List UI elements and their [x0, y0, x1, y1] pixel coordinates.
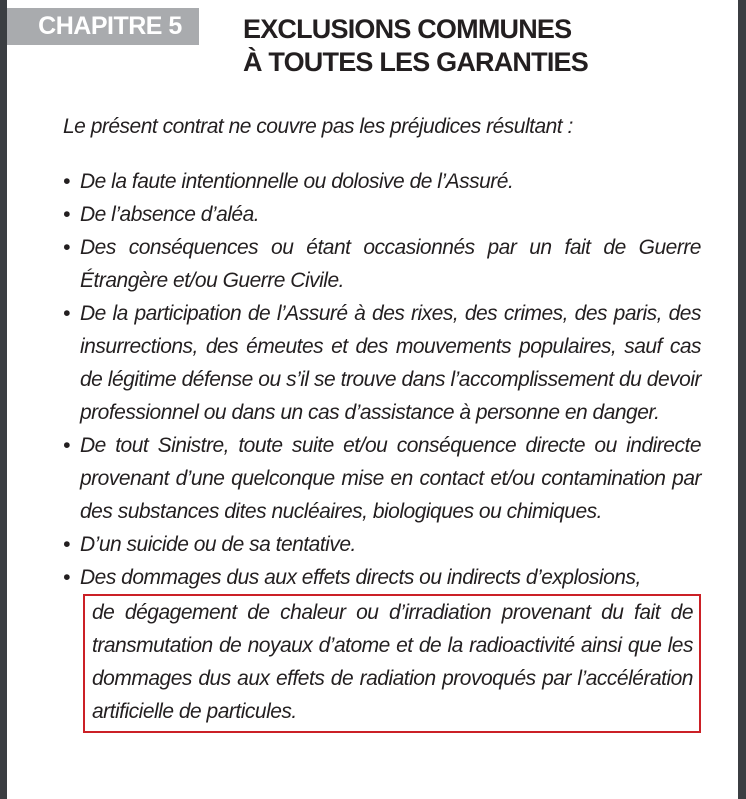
- bullet-icon: •: [63, 533, 70, 556]
- list-item-explosions: [63, 561, 701, 733]
- exclusion-highlight-box: [83, 594, 701, 733]
- list-item-text: De tout Sinistre, toute suite et/ou conséquence directe ou indirecte provenant d’une quelconque mise en contact et/ou contamination par des substances dites nucléaires, biologiques ou chimiques.: [80, 434, 701, 523]
- page-title-line2: À TOUTES LES GARANTIES: [243, 47, 588, 77]
- bullet-icon: •: [63, 203, 70, 226]
- exclusions-body: [63, 110, 701, 733]
- chapter-label: CHAPITRE 5: [38, 12, 182, 40]
- page-title-line1: EXCLUSIONS COMMUNES: [243, 14, 572, 44]
- page-edge-right: [738, 0, 746, 799]
- list-item-text: D’un suicide ou de sa tentative.: [80, 533, 356, 556]
- intro-sentence: Le présent contrat ne couvre pas les préjudices résultant :: [63, 115, 573, 138]
- bullet-icon: •: [63, 566, 70, 589]
- bullet-icon: •: [63, 302, 70, 325]
- page-edge-left: [0, 0, 7, 799]
- bullet-icon: •: [63, 434, 70, 457]
- highlighted-exclusion-text: de dégagement de chaleur ou d’irradiation provenant du fait de transmutation de noyaux d’atome et de la radioactivité ainsi que les dommages dus aux effets de radiation provoqués par l’accélération artificielle de particules.: [92, 601, 693, 723]
- list-item-text: De la participation de l’Assuré à des rixes, des crimes, des paris, des insurrections, des émeutes et des mouvements populaires, sauf cas de légitime défense ou s’il se trouve dans l’accomplissement du devoir professionnel ou dans un cas d’assistance à personne en danger.: [80, 302, 701, 424]
- list-item: [63, 198, 701, 231]
- chapter-badge: [7, 8, 199, 45]
- bullet-icon: •: [63, 236, 70, 259]
- list-item: [63, 429, 701, 528]
- list-item: [63, 231, 701, 297]
- bullet-icon: •: [63, 170, 70, 193]
- list-item-text: De l’absence d’aléa.: [80, 203, 260, 226]
- list-item-lead-text: Des dommages dus aux effets directs ou indirects d’explosions,: [80, 566, 641, 589]
- page-title: [243, 13, 588, 79]
- list-item-text: Des conséquences ou étant occasionnés par un fait de Guerre Étrangère et/ou Guerre Civile.: [80, 236, 701, 292]
- list-item: [63, 297, 701, 429]
- list-item: [63, 165, 701, 198]
- list-item-text: De la faute intentionnelle ou dolosive de l’Assuré.: [80, 170, 514, 193]
- list-item: [63, 528, 701, 561]
